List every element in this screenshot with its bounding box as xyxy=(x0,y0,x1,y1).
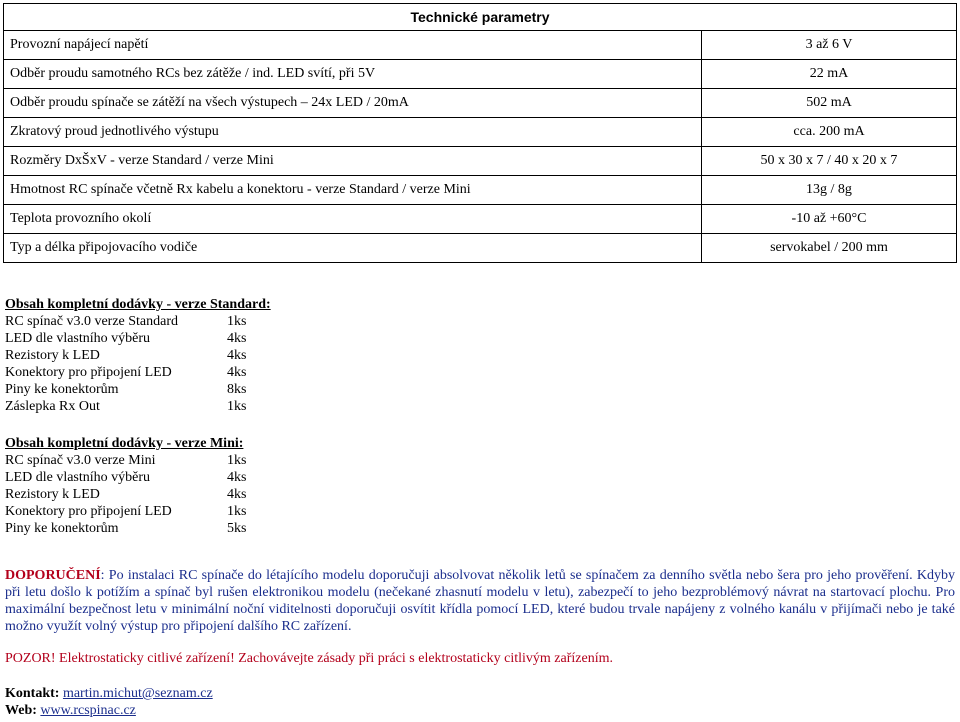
list-item xyxy=(5,452,267,469)
email-label: Kontakt: xyxy=(5,686,60,701)
table-row xyxy=(4,31,957,60)
recommendation-keyword: DOPORUČENÍ xyxy=(5,568,101,583)
item-quantity: 4ks xyxy=(227,348,247,363)
web-label: Web: xyxy=(5,703,37,718)
list-item xyxy=(5,381,271,398)
item-name: Konektory pro připojení LED xyxy=(5,504,172,519)
param-label: Zkratový proud jednotlivého výstupu xyxy=(4,118,702,147)
param-label: Teplota provozního okolí xyxy=(4,205,702,234)
param-label: Rozměry DxŠxV - verze Standard / verze Mini xyxy=(4,147,702,176)
param-value: 22 mA xyxy=(702,60,957,89)
item-name: LED dle vlastního výběru xyxy=(5,470,151,485)
item-quantity: 1ks xyxy=(227,453,247,468)
param-label: Odběr proudu spínače se zátěží na všech výstupech – 24x LED / 20mA xyxy=(4,89,702,118)
recommendation-paragraph xyxy=(5,567,955,635)
standard-package-list xyxy=(5,313,271,415)
table-row xyxy=(4,176,957,205)
list-item xyxy=(5,313,271,330)
web-link[interactable]: www.rcspinac.cz xyxy=(40,703,136,718)
param-value: cca. 200 mA xyxy=(702,118,957,147)
table-row xyxy=(4,205,957,234)
param-label: Hmotnost RC spínače včetně Rx kabelu a konektoru - verze Standard / verze Mini xyxy=(4,176,702,205)
param-label: Typ a délka připojovacího vodiče xyxy=(4,234,702,263)
item-quantity: 4ks xyxy=(227,365,247,380)
param-label: Provozní napájecí napětí xyxy=(4,31,702,60)
item-name: Konektory pro připojení LED xyxy=(5,365,172,380)
item-quantity: 4ks xyxy=(227,487,247,502)
standard-package-title: Obsah kompletní dodávky - verze Standard: xyxy=(5,297,271,312)
table-row xyxy=(4,147,957,176)
list-item xyxy=(5,486,267,503)
list-item xyxy=(5,398,271,415)
contact-block xyxy=(5,685,213,719)
item-quantity: 4ks xyxy=(227,470,247,485)
list-item xyxy=(5,503,267,520)
table-row xyxy=(4,234,957,263)
list-item xyxy=(5,347,271,364)
table-row xyxy=(4,118,957,147)
item-name: LED dle vlastního výběru xyxy=(5,331,151,346)
list-item xyxy=(5,364,271,381)
technical-parameters-table xyxy=(3,3,957,263)
item-name: RC spínač v3.0 verze Standard xyxy=(5,314,179,329)
mini-package-title: Obsah kompletní dodávky - verze Mini: xyxy=(5,436,244,451)
item-quantity: 8ks xyxy=(227,382,247,397)
table-header-row xyxy=(4,4,957,31)
item-name: Záslepka Rx Out xyxy=(5,399,100,414)
list-item xyxy=(5,520,267,537)
param-value: 50 x 30 x 7 / 40 x 20 x 7 xyxy=(702,147,957,176)
item-quantity: 1ks xyxy=(227,399,247,414)
param-value: -10 až +60°C xyxy=(702,205,957,234)
param-label: Odběr proudu samotného RCs bez zátěže / ind. LED svítí, při 5V xyxy=(4,60,702,89)
param-value: 3 až 6 V xyxy=(702,31,957,60)
item-name: Rezistory k LED xyxy=(5,487,100,502)
item-quantity: 1ks xyxy=(227,504,247,519)
item-quantity: 4ks xyxy=(227,331,247,346)
item-name: Piny ke konektorům xyxy=(5,521,119,536)
mini-package-list xyxy=(5,452,267,537)
email-line xyxy=(5,685,213,702)
item-name: Piny ke konektorům xyxy=(5,382,119,397)
table-row xyxy=(4,60,957,89)
mini-package-section xyxy=(5,435,267,537)
email-link[interactable]: martin.michut@seznam.cz xyxy=(62,686,213,701)
standard-package-section xyxy=(5,296,271,415)
param-value: 502 mA xyxy=(702,89,957,118)
esd-warning: POZOR! Elektrostaticky citlivé zařízení! Zachovávejte zásady při práci s elektrostaticky citlivým zařízením. xyxy=(5,651,613,666)
table-title: Technické parametry xyxy=(4,4,957,31)
recommendation-text: : Po instalaci RC spínače do létajícího modelu doporučuji absolvovat několik letů se spínačem za denního světla nebo šera pro jeho prověření. Kdyby při letu došlo k potížím a spínač byl rušen elektronikou modelu (nečekané zhasnutí modelu v letu), zabezpečí to jeho bezproblémový návrat na startovací plochu. Pro maximální bezpečnost letu v minimální noční viditelnosti doporučuji osvítit křídla pomocí LED, které budou trvale napájeny z volného kanálu v přijímači nebo je také možno využít volný výstup pro připojení dalšího RC zařízení. xyxy=(5,568,955,634)
table-row xyxy=(4,89,957,118)
list-item xyxy=(5,330,271,347)
param-value: servokabel / 200 mm xyxy=(702,234,957,263)
item-name: Rezistory k LED xyxy=(5,348,100,363)
item-name: RC spínač v3.0 verze Mini xyxy=(5,453,156,468)
param-value: 13g / 8g xyxy=(702,176,957,205)
web-line xyxy=(5,702,213,719)
item-quantity: 1ks xyxy=(227,314,247,329)
list-item xyxy=(5,469,267,486)
item-quantity: 5ks xyxy=(227,521,247,536)
